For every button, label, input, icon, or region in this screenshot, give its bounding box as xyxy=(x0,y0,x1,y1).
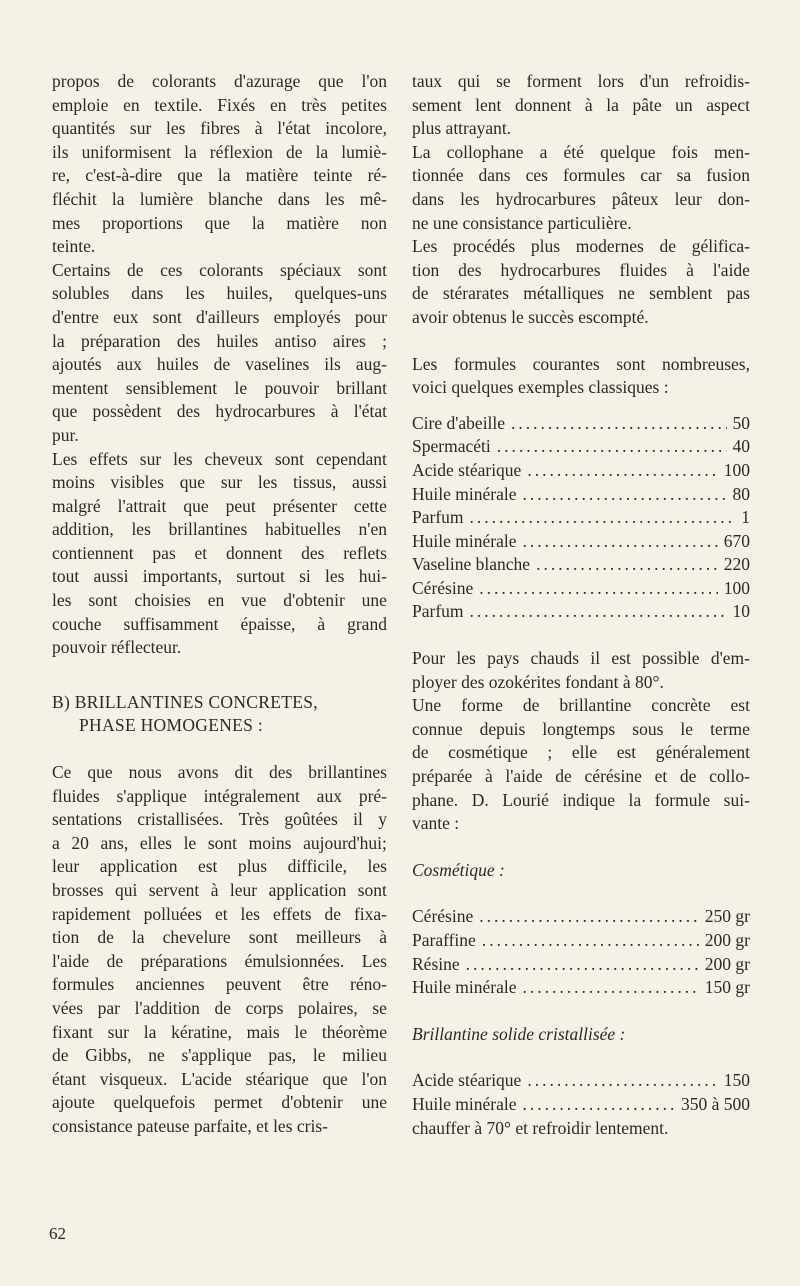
paragraph xyxy=(412,647,750,694)
text-line: Certains de ces colorants spéciaux sont xyxy=(52,259,387,280)
text-line: que possèdent des hydrocarbures à l'état xyxy=(52,401,387,422)
ingredient-quantity: 220 xyxy=(723,554,750,575)
text-line: ne une consistance particulière. xyxy=(412,212,632,233)
text-line: tout aussi importants, surtout si les hui- xyxy=(52,566,387,587)
text-line: d'entre eux sont d'ailleurs employés pour xyxy=(52,306,387,327)
ingredient-quantity: 50 xyxy=(732,412,750,433)
text-line: addition, les brillantines habituelles n'en xyxy=(52,519,387,540)
leader-dots xyxy=(527,459,717,483)
ingredient-quantity: 150 gr xyxy=(704,977,750,998)
text-line: Ce que nous avons dit des brillantines xyxy=(52,762,387,783)
paragraph xyxy=(412,141,750,235)
text-line: solubles dans les huiles, quelques-uns xyxy=(52,283,387,304)
text-line: tionnée dans ces formules car sa fusion xyxy=(412,165,750,186)
formula-row xyxy=(412,976,750,1000)
formula-row xyxy=(412,577,750,601)
text-line: fluides s'applique intégralement aux pré- xyxy=(52,785,387,806)
ingredient-name: Huile minérale xyxy=(412,1093,517,1114)
text-line: ajoute quelquefois permet d'obtenir une xyxy=(52,1092,387,1113)
text-line: consistance pateuse parfaite, et les cris- xyxy=(52,1115,328,1136)
ingredient-name: Cérésine xyxy=(412,906,474,927)
leader-dots xyxy=(479,905,699,929)
text-line: les sont choisies en vue d'obtenir une xyxy=(52,590,387,611)
text-line: fixant sur la kératine, mais le théorème xyxy=(52,1021,387,1042)
leader-dots xyxy=(497,435,727,459)
leader-dots xyxy=(522,483,726,507)
text-line: étant visqueux. L'acide stéarique que l'on xyxy=(52,1068,387,1089)
text-line: préparée à l'aide de cérésine et de collo- xyxy=(412,766,750,787)
leader-dots xyxy=(536,553,718,577)
formula-row xyxy=(412,1069,750,1093)
leader-dots xyxy=(511,412,726,436)
text-line: vées par l'addition de corps polaires, se xyxy=(52,997,387,1018)
leader-dots xyxy=(466,953,699,977)
formula-title: Cosmétique : xyxy=(412,859,505,880)
text-line: mentent sensiblement le pouvoir brillant xyxy=(52,377,387,398)
text-line: leur application est plus difficile, les xyxy=(52,856,387,877)
leader-dots xyxy=(522,976,698,1000)
paragraph xyxy=(52,70,387,259)
text-line: plus attrayant. xyxy=(412,118,512,139)
formula-list xyxy=(412,905,750,999)
ingredient-name: Huile minérale xyxy=(412,530,517,551)
text-line: Pour les pays chauds il est possible d'em- xyxy=(412,648,750,669)
paragraph xyxy=(412,353,750,400)
formula-row xyxy=(412,905,750,929)
formula-row xyxy=(412,953,750,977)
section-heading: B) BRILLANTINES CONCRETES, PHASE HOMOGENES : xyxy=(52,691,318,736)
paragraph xyxy=(412,694,750,836)
ingredient-quantity: 40 xyxy=(732,436,750,457)
ingredient-name: Résine xyxy=(412,953,460,974)
text-line: La collophane a été quelque fois men- xyxy=(412,141,750,162)
text-line: Une forme de brillantine concrète est xyxy=(412,695,750,716)
text-line: la préparation des huiles antiso aires ; xyxy=(52,330,387,351)
text-line: voici quelques exemples classiques : xyxy=(412,377,669,398)
text-line: teinte. xyxy=(52,236,96,257)
paragraph xyxy=(412,235,750,329)
text-line: taux qui se forment lors d'un refroidis- xyxy=(412,71,750,91)
ingredient-quantity: 350 à 500 xyxy=(680,1093,750,1114)
text-line: brosses qui servent à leur application sont xyxy=(52,880,387,900)
ingredient-name: Acide stéarique xyxy=(412,459,522,480)
ingredient-quantity: 250 gr xyxy=(704,906,750,927)
paragraph xyxy=(52,448,387,660)
text-line: quantités sur les fibres à l'état incolore, xyxy=(52,118,387,139)
text-line: tion des hydrocarbures fluides à l'aide xyxy=(412,259,750,280)
formula-row xyxy=(412,553,750,577)
ingredient-name: Spermacéti xyxy=(412,436,491,457)
leader-dots xyxy=(522,1093,674,1117)
ingredient-quantity: 150 xyxy=(723,1070,750,1091)
formula-row xyxy=(412,1093,750,1117)
text-line: emploie en textile. Fixés en très petites xyxy=(52,94,387,115)
leader-dots xyxy=(470,600,727,624)
text-line: de stérarates métalliques ne semblent pas xyxy=(412,283,750,304)
text-line: formules anciennes peuvent être réno- xyxy=(52,974,387,995)
text-line: moins visibles que sur les tissus, aussi xyxy=(52,472,387,493)
leader-dots xyxy=(482,929,699,953)
formula-row xyxy=(412,435,750,459)
formula-row xyxy=(412,506,750,530)
page-number: 62 xyxy=(49,1224,66,1243)
ingredient-name: Huile minérale xyxy=(412,977,517,998)
text-line: propos de colorants d'azurage que l'on xyxy=(52,71,387,91)
text-line: l'aide de préparations émulsionnées. Les xyxy=(52,950,387,971)
ingredient-quantity: 80 xyxy=(732,483,750,504)
formula-row xyxy=(412,412,750,436)
ingredient-name: Vaseline blanche xyxy=(412,554,531,575)
text-line: avoir obtenus le succès escompté. xyxy=(412,306,649,327)
ingredient-name: Cire d'abeille xyxy=(412,412,506,433)
ingredient-name: Huile minérale xyxy=(412,483,517,504)
leader-dots xyxy=(527,1069,717,1093)
ingredient-name: Parfum xyxy=(412,601,464,622)
text-line: tion de la chevelure sont meilleurs à xyxy=(52,927,387,948)
leader-dots xyxy=(479,577,718,601)
formula-row xyxy=(412,530,750,554)
text-line: couche suffisamment épaisse, à grand xyxy=(52,613,387,634)
text-line: re, c'est-à-dire que la matière teinte ré- xyxy=(52,165,387,186)
paragraph xyxy=(412,70,750,141)
text-line: vante : xyxy=(412,813,460,834)
left-column xyxy=(52,70,387,1139)
right-column xyxy=(412,70,750,1140)
ingredient-quantity: 10 xyxy=(732,601,750,622)
text-line: sentations cristallisées. Très goûtées il y xyxy=(52,809,387,830)
text-line: Les formules courantes sont nombreuses, xyxy=(412,353,750,374)
formula-row xyxy=(412,600,750,624)
text-line: mes proportions que la matière non xyxy=(52,212,387,233)
ingredient-name: Parfum xyxy=(412,507,464,528)
text-line: malgré l'attrait que peut présenter cette xyxy=(52,495,387,516)
text-line: de cosmétique ; elle est généralement xyxy=(412,742,750,763)
ingredient-name: Paraffine xyxy=(412,930,476,950)
formula-row xyxy=(412,483,750,507)
ingredient-quantity: 1 xyxy=(741,507,750,528)
formula-list xyxy=(412,1069,750,1116)
text-line: Les procédés plus modernes de gélifica- xyxy=(412,236,750,257)
formula-row xyxy=(412,929,750,953)
ingredient-quantity: 100 xyxy=(723,459,750,480)
text-line: connue depuis longtemps sous le terme xyxy=(412,718,750,739)
text-line: a 20 ans, elles le sont moins aujourd'hui; xyxy=(52,832,387,853)
ingredient-name: Acide stéarique xyxy=(412,1070,522,1091)
text-line: contiennent pas et donnent des reflets xyxy=(52,542,387,563)
paragraph xyxy=(52,259,387,448)
formula-list xyxy=(412,412,750,530)
text-line: pouvoir réflecteur. xyxy=(52,637,182,658)
leader-dots xyxy=(522,530,717,554)
text-line: fléchit la lumière blanche dans les mê- xyxy=(52,188,387,209)
ingredient-quantity: 200 gr xyxy=(704,953,750,974)
ingredient-quantity: 100 xyxy=(723,577,750,598)
formula-row xyxy=(412,459,750,483)
text-line: phane. D. Lourié indique la formule sui- xyxy=(412,789,750,810)
text-line: pur. xyxy=(52,424,79,445)
text-line: Les effets sur les cheveux sont cependant xyxy=(52,448,387,469)
text-line: rapidement polluées et les effets de fixa- xyxy=(52,903,387,924)
text-line: de Gibbs, ne s'applique pas, le milieu xyxy=(52,1045,387,1066)
text-line: ajoutés aux huiles de vaselines ils aug- xyxy=(52,354,387,375)
paragraph xyxy=(52,761,387,1139)
ingredient-quantity: 670 xyxy=(723,530,750,551)
ingredient-quantity: 200 gr xyxy=(704,930,750,950)
formula-title: Brillantine solide cristallisée : xyxy=(412,1023,626,1044)
instruction-text: chauffer à 70° et refroidir lentement. xyxy=(412,1117,669,1138)
formula-list xyxy=(412,530,750,624)
text-line: sement lent donnent à la pâte un aspect xyxy=(412,94,750,115)
leader-dots xyxy=(470,506,736,530)
text-line: ployer des ozokérites fondant à 80°. xyxy=(412,671,664,692)
text-line: ils uniformisent la réflexion de la lumiè- xyxy=(52,141,387,162)
ingredient-name: Cérésine xyxy=(412,577,474,598)
text-line: dans les hydrocarbures pâteux leur don- xyxy=(412,188,750,209)
